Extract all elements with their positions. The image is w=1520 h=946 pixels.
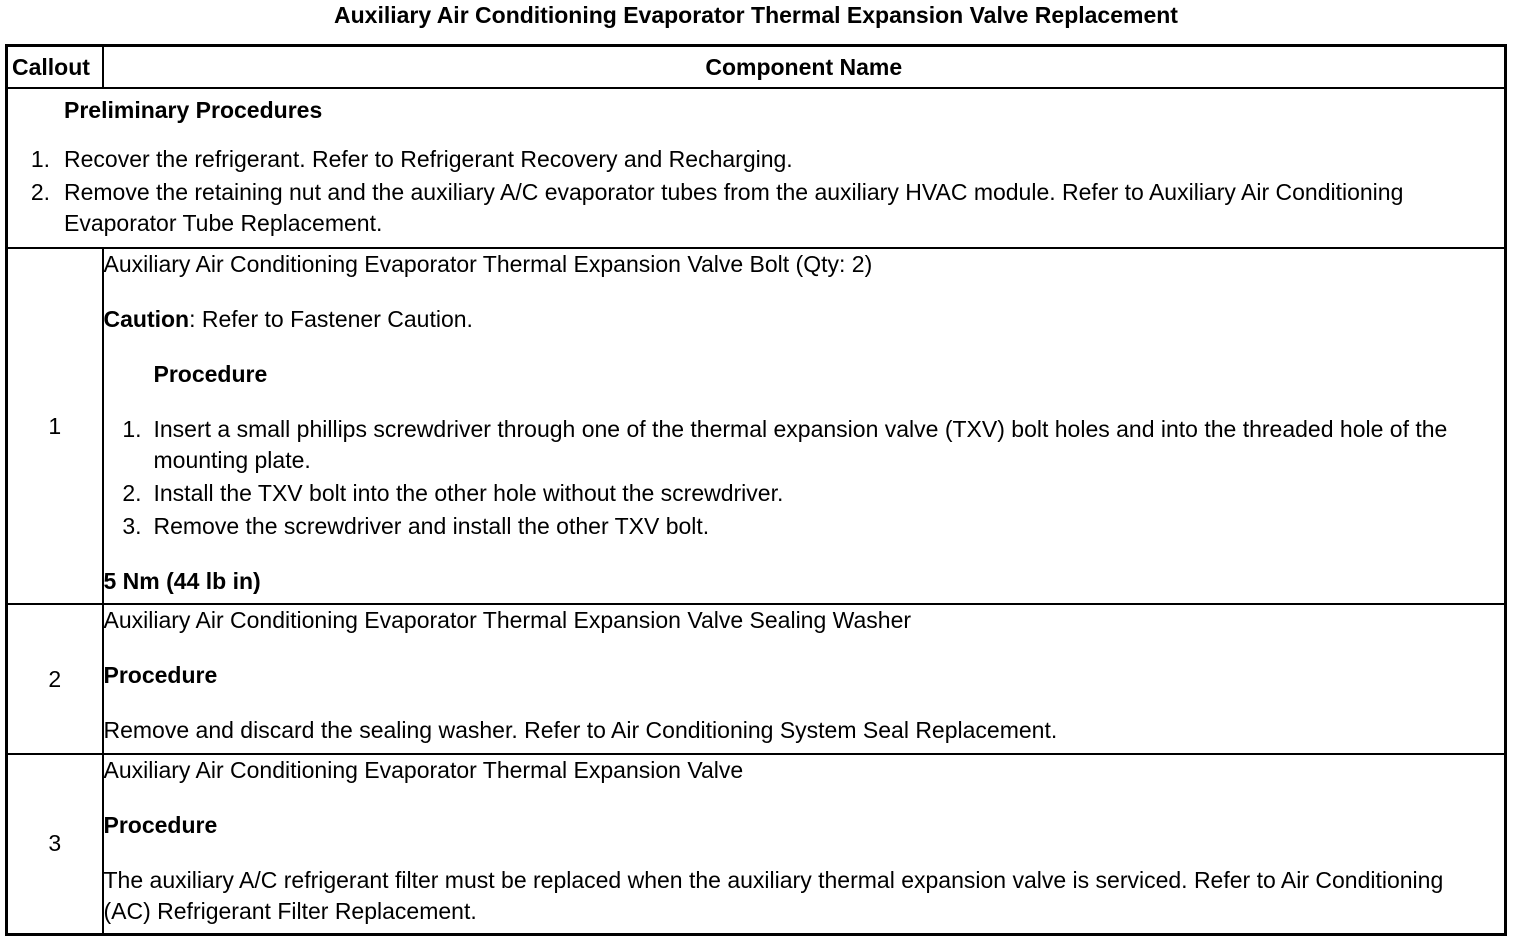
component-name-column-header: Component Name: [103, 46, 1506, 89]
callout-column-header: Callout: [7, 46, 103, 89]
callout-number: 1: [7, 248, 103, 604]
callout-number: 2: [7, 604, 103, 754]
preliminary-steps: [8, 144, 1504, 239]
callout-number: 3: [7, 754, 103, 934]
caution-line: [104, 304, 1505, 335]
step-number: 2.: [30, 179, 50, 205]
procedure-text: The auxiliary A/C refrigerant filter must be replaced when the auxiliary thermal expansion valve is serviced. Refer to Air Conditioning (AC) Refrigerant Filter Replacement.: [103, 867, 1444, 924]
preliminary-row: [7, 88, 1506, 248]
list-item: [8, 144, 1504, 175]
component-cell: [103, 248, 1506, 604]
step-number: 1.: [122, 416, 142, 442]
step-text: Install the TXV bolt into the other hole without the screwdriver.: [153, 480, 784, 506]
table-row: [7, 754, 1506, 934]
procedure-heading: Procedure: [103, 662, 218, 688]
list-item: [104, 478, 1505, 509]
preliminary-procedures-cell: [7, 88, 1506, 248]
component-name: Auxiliary Air Conditioning Evaporator Thermal Expansion Valve: [103, 757, 744, 783]
preliminary-heading: Preliminary Procedures: [64, 97, 323, 123]
step-text: Remove the screwdriver and install the other TXV bolt.: [153, 513, 710, 539]
list-item: [104, 414, 1505, 476]
table-row: [7, 604, 1506, 754]
step-text: Insert a small phillips screwdriver through one of the thermal expansion valve (TXV) bolt holes and into the threaded hole of the mounting plate.: [153, 416, 1448, 473]
step-number: 2.: [122, 480, 142, 506]
component-table: [5, 44, 1507, 936]
list-item: [104, 511, 1505, 542]
step-number: 1.: [30, 146, 50, 172]
component-name: Auxiliary Air Conditioning Evaporator Thermal Expansion Valve Bolt (Qty: 2): [103, 251, 873, 277]
procedure-steps: [104, 414, 1505, 542]
step-text: Recover the refrigerant. Refer to Refrigerant Recovery and Recharging.: [64, 146, 793, 172]
component-cell: [103, 754, 1506, 934]
procedure-heading: Procedure: [153, 361, 268, 387]
caution-label: Caution: [103, 306, 190, 332]
step-text: Remove the retaining nut and the auxiliary A/C evaporator tubes from the auxiliary HVAC module. Refer to Auxiliary Air Conditioning Evaporator Tube Replacement.: [64, 179, 1404, 236]
document-title: Auxiliary Air Conditioning Evaporator Thermal Expansion Valve Replacement: [334, 2, 1178, 28]
torque-spec: 5 Nm (44 lb in): [103, 568, 261, 594]
table-header-row: [7, 46, 1506, 89]
list-item: [8, 177, 1504, 239]
procedure-text: Remove and discard the sealing washer. Refer to Air Conditioning System Seal Replacement.: [103, 717, 1058, 743]
caution-text: : Refer to Fastener Caution.: [189, 306, 473, 332]
procedure-heading: Procedure: [103, 812, 218, 838]
step-number: 3.: [122, 513, 142, 539]
component-name: Auxiliary Air Conditioning Evaporator Thermal Expansion Valve Sealing Washer: [103, 607, 912, 633]
table-row: [7, 248, 1506, 604]
component-cell: [103, 604, 1506, 754]
